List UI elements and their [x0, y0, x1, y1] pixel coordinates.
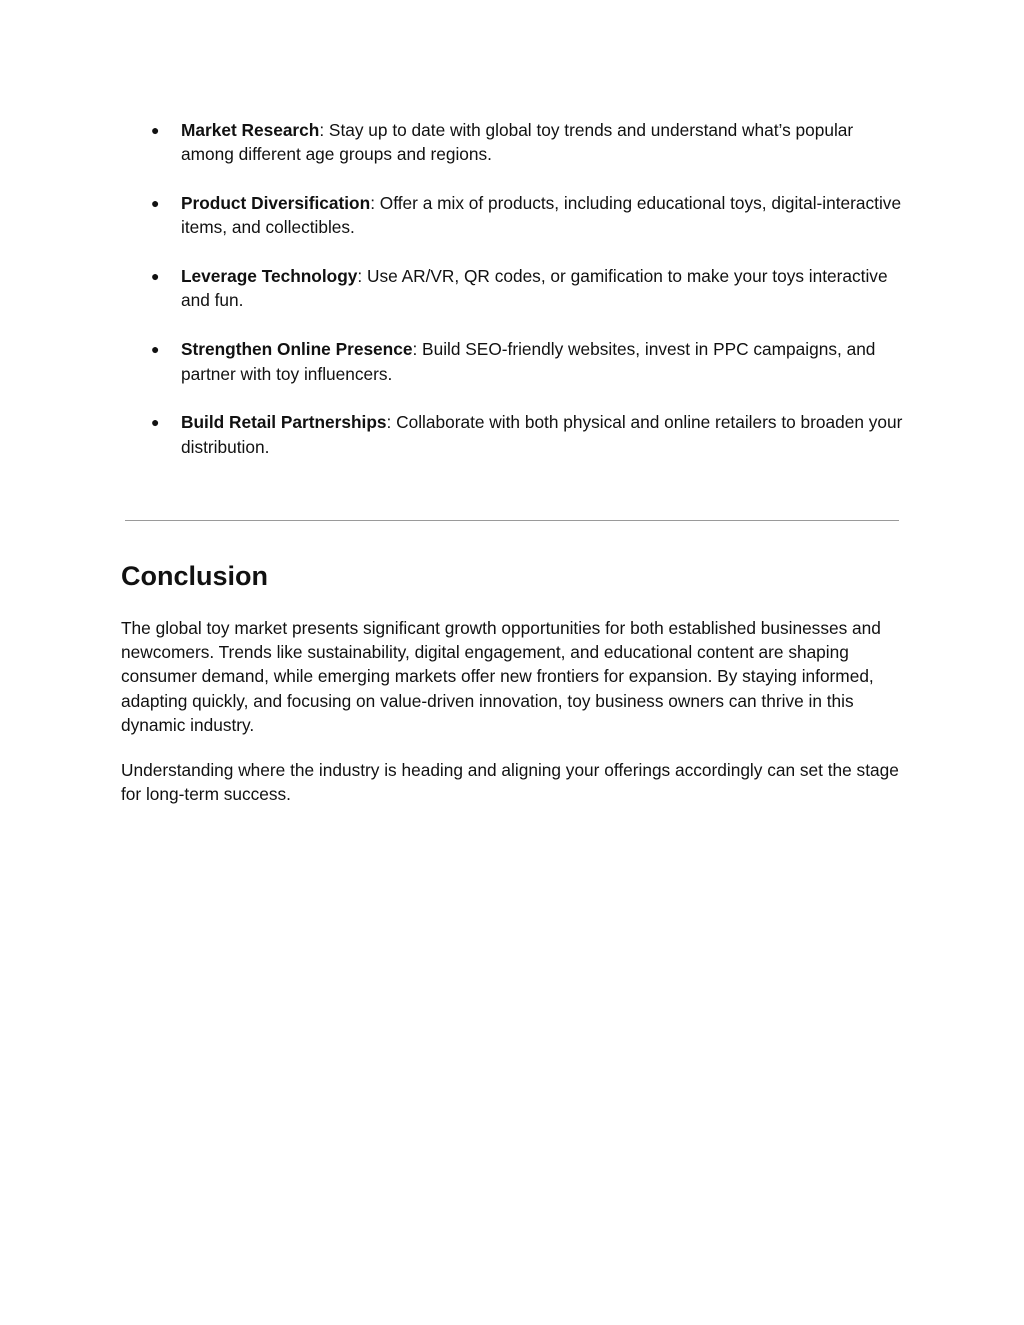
bullet-term: Market Research	[181, 120, 320, 140]
bullet-text: : Collaborate with both physical and online retailers to broaden your distribution.	[181, 412, 903, 457]
list-item	[0, 410, 906, 459]
conclusion-paragraph-2: Understanding where the industry is heading and aligning your offerings accordingly can set the stage for long-term success.	[121, 760, 899, 805]
conclusion-paragraph-1: The global toy market presents significant growth opportunities for both established businesses and newcomers. Trends like sustainability, digital engagement, and educational content are shaping consumer demand, while emerging markets offer new frontiers for expansion. By staying informed, adapting quickly, and focusing on value-driven innovation, toy business owners can thrive in this dynamic industry.	[121, 618, 881, 735]
bullet-term: Strengthen Online Presence	[181, 339, 413, 360]
bullet-term: Leverage Technology	[181, 266, 358, 287]
bullet-icon: ●	[151, 414, 160, 431]
bullet-icon: ●	[151, 122, 160, 138]
bullet-term: Build Retail Partnerships	[181, 412, 387, 433]
bullet-icon: ●	[151, 341, 160, 358]
section-divider	[125, 520, 899, 521]
conclusion-heading: Conclusion	[121, 561, 268, 591]
list-item	[0, 264, 906, 313]
list-item	[0, 337, 906, 386]
bullet-text: : Stay up to date with global toy trends and understand what’s popular among different age groups and regions.	[181, 120, 854, 165]
bullet-text: : Offer a mix of products, including educational toys, digital-interactive items, and collectibles.	[181, 193, 902, 238]
bullet-term: Product Diversification	[181, 193, 371, 214]
bullet-icon: ●	[151, 195, 160, 212]
list-item	[0, 118, 906, 167]
list-item	[0, 191, 906, 240]
recommendations-list	[0, 118, 1024, 483]
bullet-icon: ●	[151, 268, 160, 285]
bullet-text: : Build SEO-friendly websites, invest in PPC campaigns, and partner with toy influencers.	[181, 339, 876, 384]
bullet-text: : Use AR/VR, QR codes, or gamification to make your toys interactive and fun.	[181, 266, 888, 311]
